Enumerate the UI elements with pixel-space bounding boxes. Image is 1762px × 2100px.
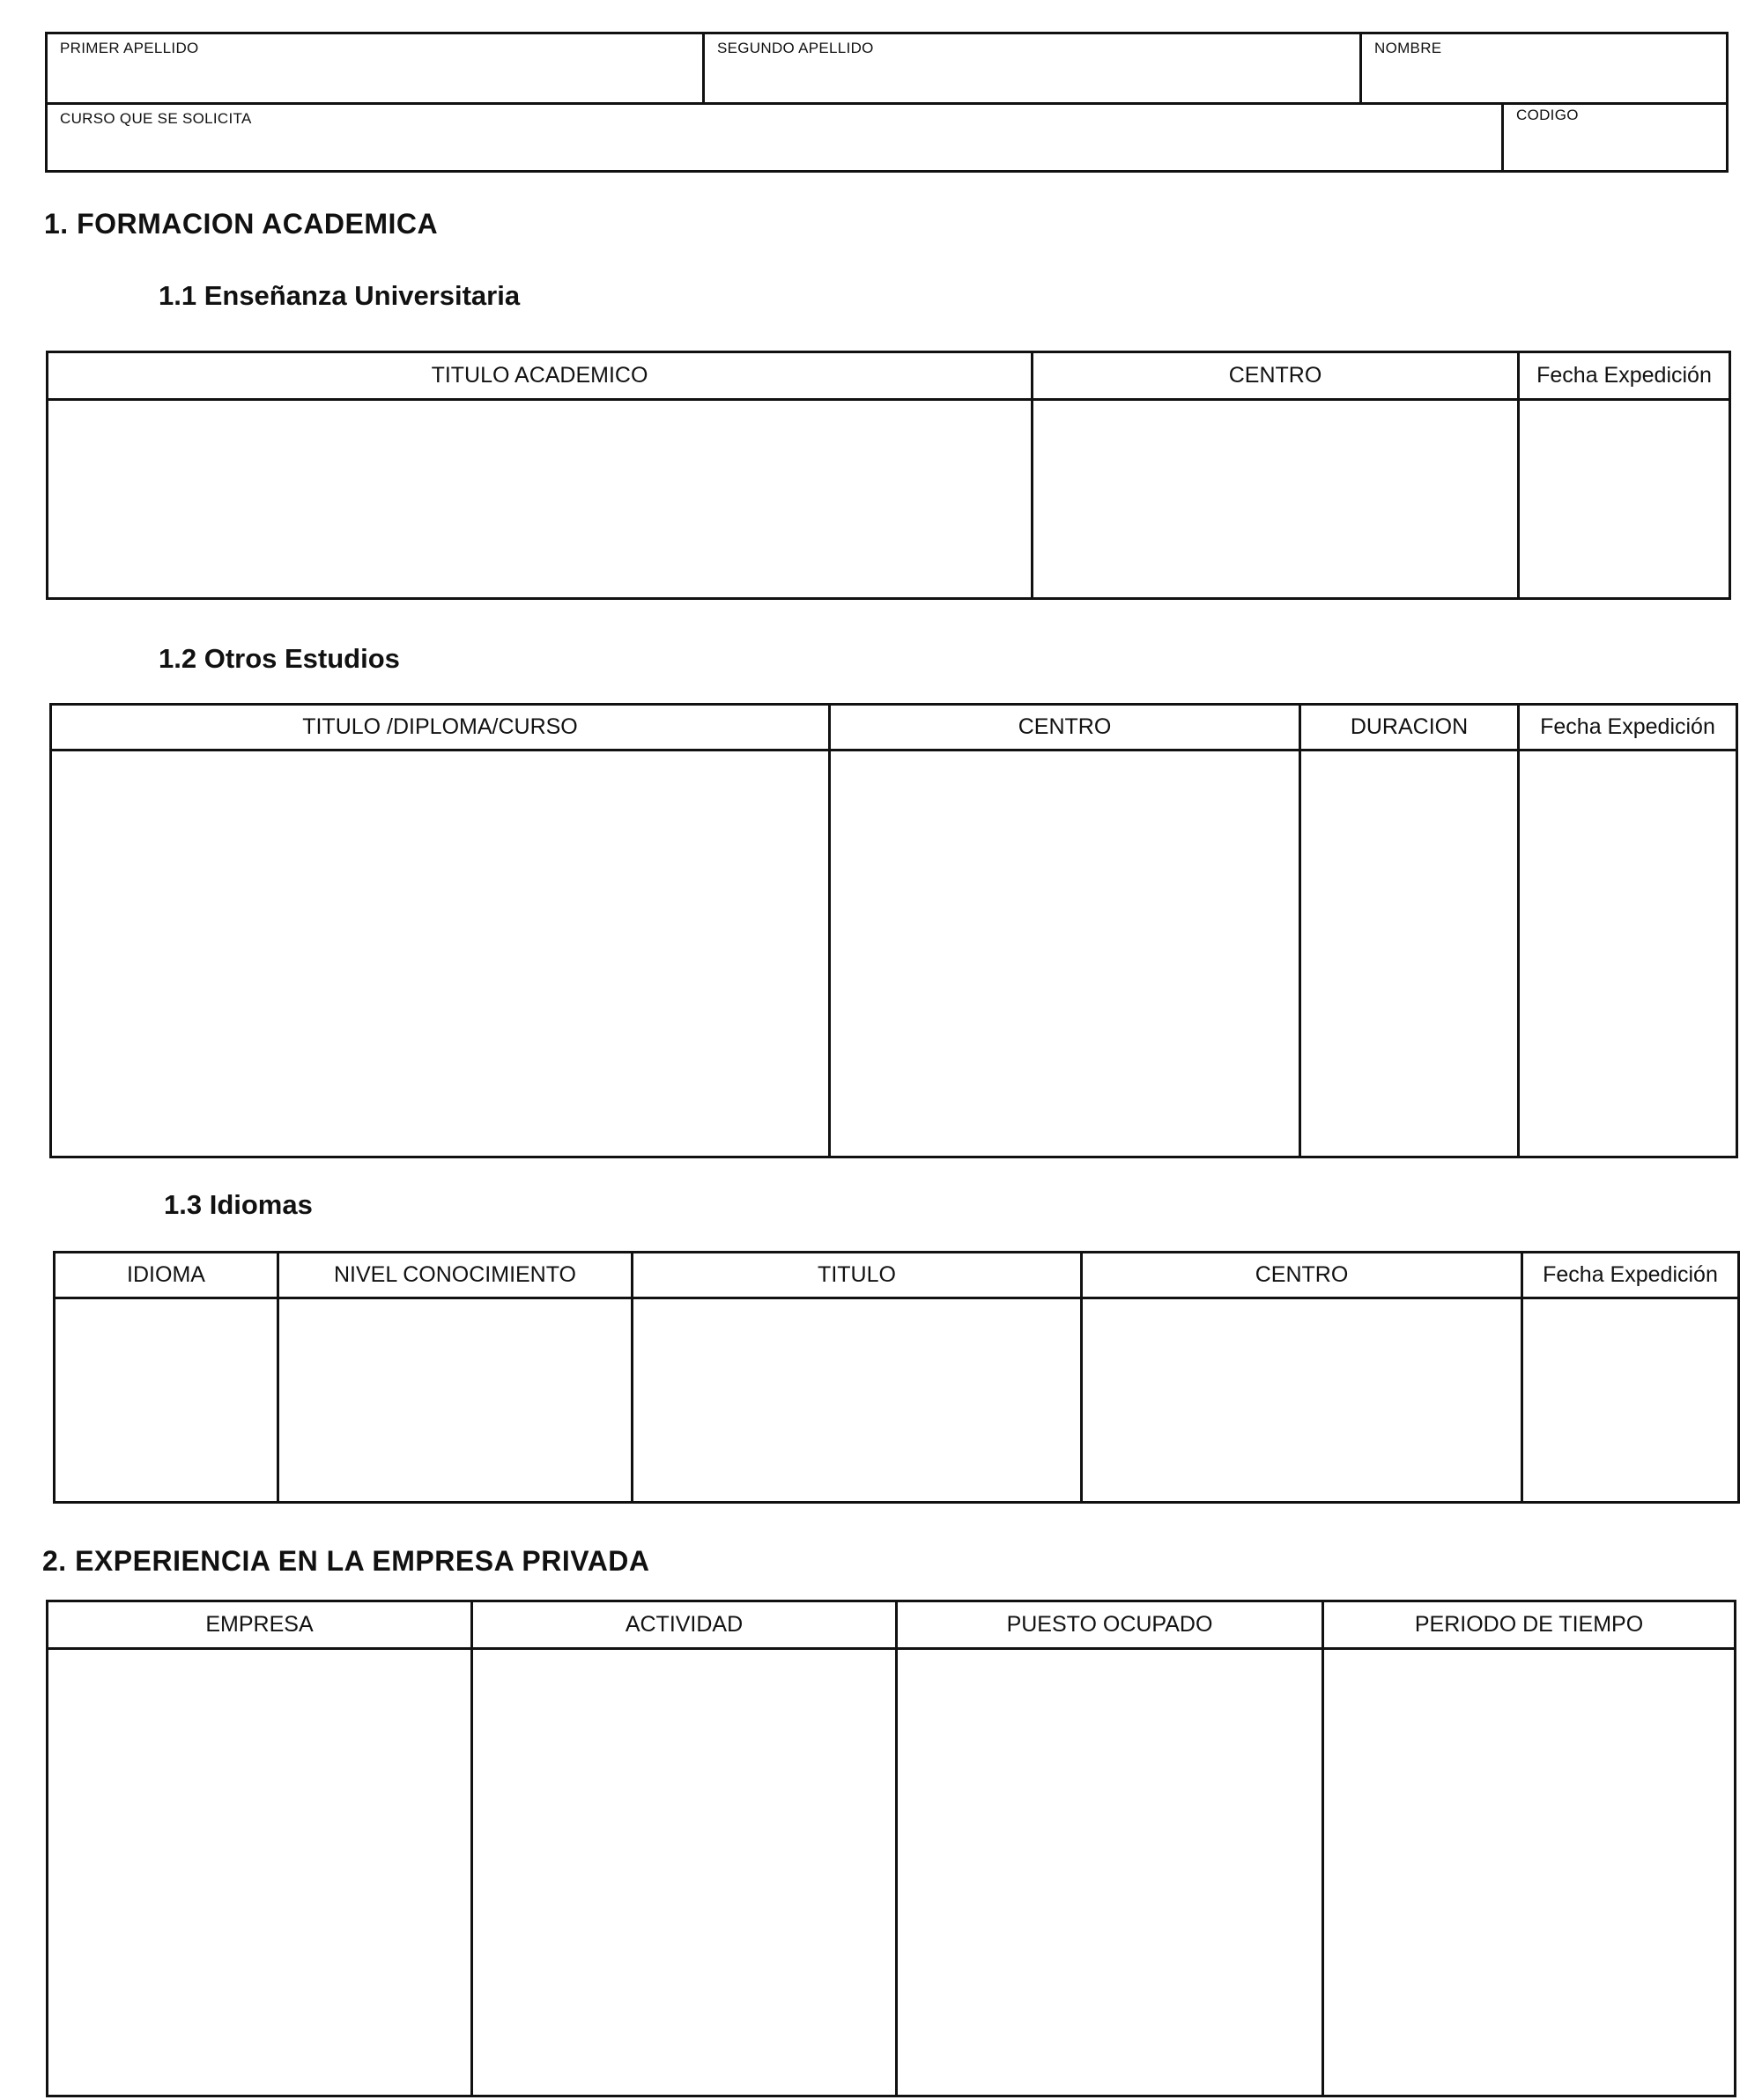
- table-row: [48, 400, 1730, 599]
- segundo-apellido-label: SEGUNDO APELLIDO: [717, 40, 874, 56]
- curso-field[interactable]: [48, 105, 1504, 170]
- titulo-cell[interactable]: [633, 1298, 1082, 1503]
- section-1-2-title: 1.2 Otros Estudios: [159, 643, 400, 674]
- col-fecha-expedicion: Fecha Expedición: [1519, 705, 1737, 751]
- col-titulo-diploma-curso: TITULO /DIPLOMA/CURSO: [51, 705, 830, 751]
- periodo-tiempo-cell[interactable]: [1323, 1649, 1736, 2096]
- actividad-cell[interactable]: [472, 1649, 897, 2096]
- otros-estudios-table: [49, 703, 1738, 1158]
- table-row: [51, 751, 1737, 1157]
- experiencia-empresa-table: [46, 1600, 1736, 2097]
- col-empresa: EMPRESA: [48, 1601, 472, 1649]
- section-1-title: 1. FORMACION ACADEMICA: [44, 208, 439, 240]
- col-titulo: TITULO: [633, 1253, 1082, 1298]
- centro-cell[interactable]: [830, 751, 1300, 1157]
- idioma-cell[interactable]: [55, 1298, 278, 1503]
- nivel-conocimiento-cell[interactable]: [278, 1298, 633, 1503]
- col-puesto-ocupado: PUESTO OCUPADO: [897, 1601, 1323, 1649]
- fecha-expedicion-cell[interactable]: [1519, 751, 1737, 1157]
- col-centro: CENTRO: [1033, 352, 1519, 400]
- titulo-academico-cell[interactable]: [48, 400, 1033, 599]
- primer-apellido-field[interactable]: [48, 34, 705, 105]
- fecha-expedicion-cell[interactable]: [1522, 1298, 1739, 1503]
- col-idioma: IDIOMA: [55, 1253, 278, 1298]
- col-fecha-expedicion: Fecha Expedición: [1519, 352, 1730, 400]
- col-actividad: ACTIVIDAD: [472, 1601, 897, 1649]
- col-centro: CENTRO: [830, 705, 1300, 751]
- col-nivel-conocimiento: NIVEL CONOCIMIENTO: [278, 1253, 633, 1298]
- section-1-3-title: 1.3 Idiomas: [164, 1189, 313, 1220]
- applicant-header: [45, 32, 1729, 173]
- col-periodo-tiempo: PERIODO DE TIEMPO: [1323, 1601, 1736, 1649]
- col-centro: CENTRO: [1082, 1253, 1522, 1298]
- codigo-label: CODIGO: [1516, 107, 1579, 123]
- centro-cell[interactable]: [1082, 1298, 1522, 1503]
- col-duracion: DURACION: [1300, 705, 1519, 751]
- col-fecha-expedicion: Fecha Expedición: [1522, 1253, 1739, 1298]
- nombre-field[interactable]: [1362, 34, 1726, 105]
- fecha-expedicion-cell[interactable]: [1519, 400, 1730, 599]
- segundo-apellido-field[interactable]: [705, 34, 1362, 105]
- curso-label: CURSO QUE SE SOLICITA: [60, 110, 252, 127]
- empresa-cell[interactable]: [48, 1649, 472, 2096]
- codigo-field[interactable]: [1504, 105, 1726, 170]
- centro-cell[interactable]: [1033, 400, 1519, 599]
- ensenanza-universitaria-table: [46, 351, 1731, 600]
- primer-apellido-label: PRIMER APELLIDO: [60, 40, 199, 56]
- duracion-cell[interactable]: [1300, 751, 1519, 1157]
- puesto-ocupado-cell[interactable]: [897, 1649, 1323, 2096]
- section-1-1-title: 1.1 Enseñanza Universitaria: [159, 280, 521, 311]
- table-row: [55, 1298, 1739, 1503]
- nombre-label: NOMBRE: [1374, 40, 1442, 56]
- idiomas-table: [53, 1251, 1740, 1504]
- section-2-title: 2. EXPERIENCIA EN LA EMPRESA PRIVADA: [42, 1545, 650, 1577]
- table-row: [48, 1649, 1736, 2096]
- titulo-diploma-curso-cell[interactable]: [51, 751, 830, 1157]
- col-titulo-academico: TITULO ACADEMICO: [48, 352, 1033, 400]
